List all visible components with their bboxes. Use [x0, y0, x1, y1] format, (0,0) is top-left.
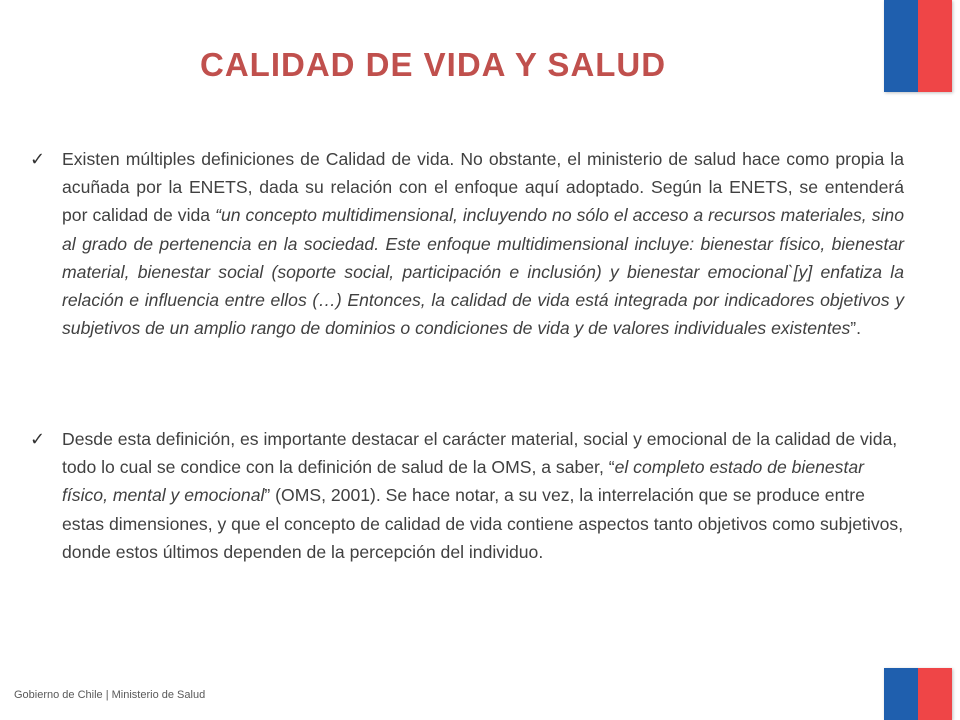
check-mark-icon: ✓: [30, 149, 46, 169]
flag-red-stripe: [918, 0, 952, 92]
bullet-2-intro: Desde esta definición, es importante destacar el carácter material, social y emocional de la calidad de vida, todo lo cual se condice con la definición de salud de la OMS, a saber, “: [62, 429, 898, 478]
flag-blue-stripe: [884, 668, 918, 720]
bullet-1-end: ”.: [850, 318, 862, 339]
bullet-1-intro: Existen múltiples definiciones de Calidad de vida. No obstante, el ministerio de salud hace como propia la acuñada por la ENETS, dada su relación con el enfoque aquí adoptado. Según la ENETS, se entenderá por calidad de vida: [62, 149, 904, 226]
bullet-2: [30, 425, 910, 566]
bullet-1: [30, 145, 910, 342]
chile-flag-bottom: [884, 668, 952, 720]
chile-flag-top: [884, 0, 952, 92]
bullet-1-quote: “un concepto multidimensional, incluyendo no sólo el acceso a recursos materiales, sino al grado de pertenencia en la sociedad. Este enfoque multidimensional incluye: bienestar físico, bienestar material, bienestar social (soporte social, participación e inclusión) y bienestar emocional`[y] enfatiza la relación e influencia entre ellos (…) Entonces, la calidad de vida está integrada por indicadores objetivos y subjetivos de un amplio rango de dominios o condiciones de vida y de valores individuales existentes: [62, 205, 904, 339]
slide-title: CALIDAD DE VIDA Y SALUD: [200, 46, 667, 83]
footer-text: Gobierno de Chile | Ministerio de Salud: [14, 689, 206, 701]
flag-blue-stripe: [884, 0, 918, 92]
check-mark-icon: ✓: [30, 429, 46, 449]
bullet-2-quote: el completo estado de bienestar físico, mental y emocional: [62, 457, 864, 506]
bullet-2-end: ” (OMS, 2001). Se hace notar, a su vez, la interrelación que se produce entre estas dimensiones, y que el concepto de calidad de vida contiene aspectos tanto objetivos como subjetivos, donde estos últimos dependen de la percepción del individuo.: [62, 485, 904, 562]
flag-red-stripe: [918, 668, 952, 720]
bullet-2-text: [62, 425, 904, 566]
bullet-1-text: [62, 145, 904, 342]
